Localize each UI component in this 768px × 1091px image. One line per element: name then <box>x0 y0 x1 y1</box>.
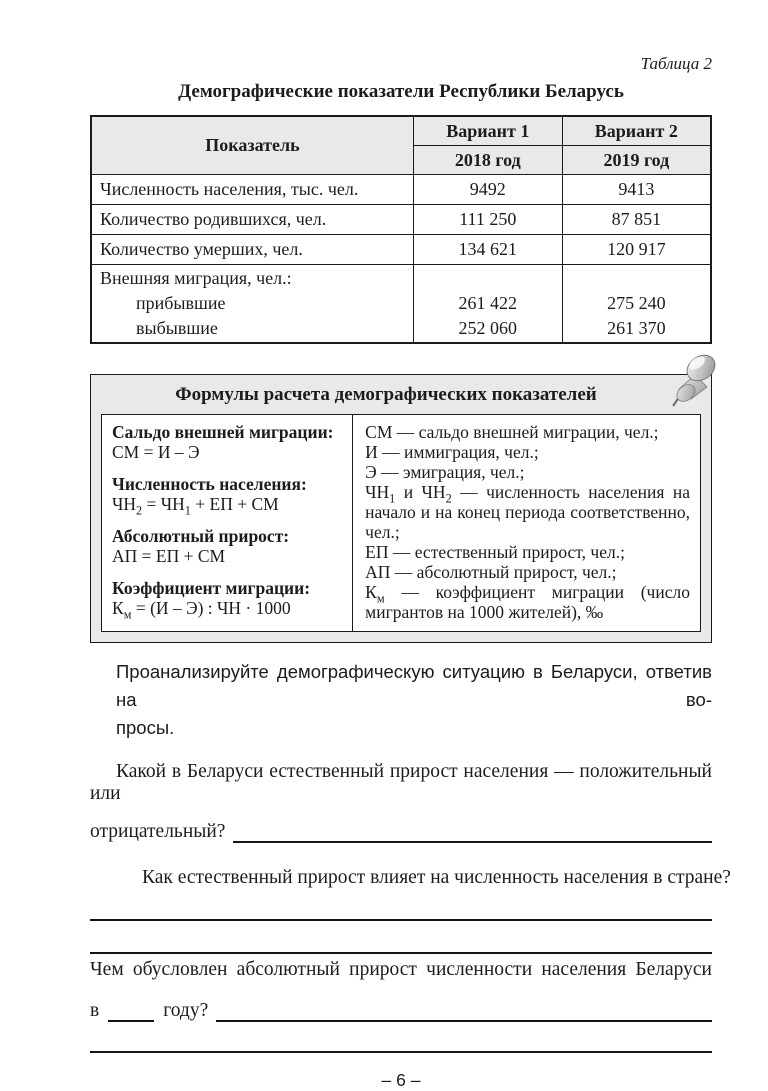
formula-text: АП = ЕП + СМ <box>112 546 226 566</box>
migration-sub-label-arrived: прибывшие <box>136 293 226 313</box>
row-value-2019: 9413 <box>562 175 711 205</box>
migration-values-2018 <box>413 265 562 344</box>
question-3-suffix: году? <box>163 1000 209 1021</box>
row-value-2018: 134 621 <box>413 235 562 265</box>
formulas-box-title: Формулы расчета демографических показателей <box>175 384 597 405</box>
row-value-2018: 111 250 <box>413 205 562 235</box>
formula-absolute-growth: Абсолютный прирост: АП = ЕП + СМ <box>112 526 344 566</box>
migration-labels <box>91 265 413 344</box>
migration-values-2019 <box>562 265 711 344</box>
question-3-prefix: в <box>90 1000 100 1021</box>
answer-line[interactable] <box>216 996 712 1022</box>
column-header-variant-2: Вариант 2 <box>562 116 711 146</box>
formulas-column <box>102 415 353 631</box>
migration-departed-2018: 252 060 <box>458 318 518 338</box>
row-label: Количество умерших, чел. <box>91 235 413 265</box>
column-header-indicator: Показатель <box>91 116 413 175</box>
answer-line[interactable] <box>90 952 712 954</box>
table-row <box>91 205 711 235</box>
answer-line[interactable] <box>90 1051 712 1053</box>
formula-text: $ЧН_2 = ЧН_1$ + ЕП + СМ <box>112 494 279 518</box>
formulas-box-body <box>101 414 701 632</box>
question-1-text: Какой в Беларуси естественный прирост населения — положительный или <box>90 761 712 804</box>
table-row <box>91 235 711 265</box>
question-3-text: Чем обусловлен абсолютный прирост численности населения Беларуси <box>90 959 712 980</box>
formulas-box <box>90 374 712 643</box>
legend-item: $К_м$ — коэффициент миграции (число мигрантов на 1000 жителей), ‰ <box>365 582 690 622</box>
migration-sub-label-departed: выбывшие <box>136 318 218 338</box>
legend-item: $ЧН_1$ и $ЧН_2$ — численность населения на начало и на конец периода соответственно, чел.; <box>365 482 690 542</box>
legend-item: ЕП — естественный прирост, чел.; <box>365 542 625 562</box>
task-instruction-line: просы. <box>116 717 175 738</box>
migration-departed-2019: 261 370 <box>607 318 666 338</box>
table-row-migration <box>91 265 711 344</box>
question-1-answer-row <box>90 817 712 843</box>
formula-population: Численность населения: $ЧН_2 = ЧН_1$ + ЕП + СМ <box>112 474 344 514</box>
formula-text: $К_м = (И - Э)$ : ЧН · 1000 <box>112 598 291 622</box>
migration-arrived-2018: 261 422 <box>458 293 518 313</box>
formula-text: СМ = И – Э <box>112 442 200 462</box>
formula-migration-coefficient: Коэффициент миграции: $К_м = (И - Э)$ : ЧН · 1000 <box>112 578 344 618</box>
table-row <box>91 175 711 205</box>
answer-line[interactable] <box>233 817 712 843</box>
legend-item: СМ — сальдо внешней миграции, чел.; <box>365 422 659 442</box>
question-2-row <box>90 863 731 889</box>
column-header-year-2019: 2019 год <box>562 146 711 175</box>
legend-item: И — иммиграция, чел.; <box>365 442 539 462</box>
legend-item: АП — абсолютный прирост, чел.; <box>365 562 617 582</box>
row-label: Численность населения, тыс. чел. <box>91 175 413 205</box>
column-header-variant-1: Вариант 1 <box>413 116 562 146</box>
page-title: Демографические показатели Республики Беларусь <box>178 81 624 102</box>
question-1-text-end: отрицательный? <box>90 821 226 842</box>
migration-arrived-2019: 275 240 <box>607 293 666 313</box>
legend-column <box>353 415 700 631</box>
question-2-text: Как естественный прирост влияет на численность населения в стране? <box>142 867 731 888</box>
table-caption: Таблица 2 <box>640 54 712 73</box>
migration-row-label: Внешняя миграция, чел.: <box>100 268 292 288</box>
question-3-answer-row <box>90 996 712 1022</box>
column-header-year-2018: 2018 год <box>413 146 562 175</box>
year-blank[interactable] <box>108 996 154 1022</box>
answer-line[interactable] <box>90 919 712 921</box>
demographics-table <box>90 115 712 344</box>
row-value-2019: 87 851 <box>562 205 711 235</box>
legend-item: Э — эмиграция, чел.; <box>365 462 525 482</box>
row-label: Количество родившихся, чел. <box>91 205 413 235</box>
row-value-2019: 120 917 <box>562 235 711 265</box>
task-instruction-line: Проанализируйте демографическую ситуацию в Беларуси, ответив на во- <box>116 661 712 710</box>
row-value-2018: 9492 <box>413 175 562 205</box>
formula-migration-balance: Сальдо внешней миграции: СМ = И – Э <box>112 422 344 462</box>
page-number: – 6 – <box>381 1070 421 1090</box>
task-instruction <box>116 658 712 742</box>
